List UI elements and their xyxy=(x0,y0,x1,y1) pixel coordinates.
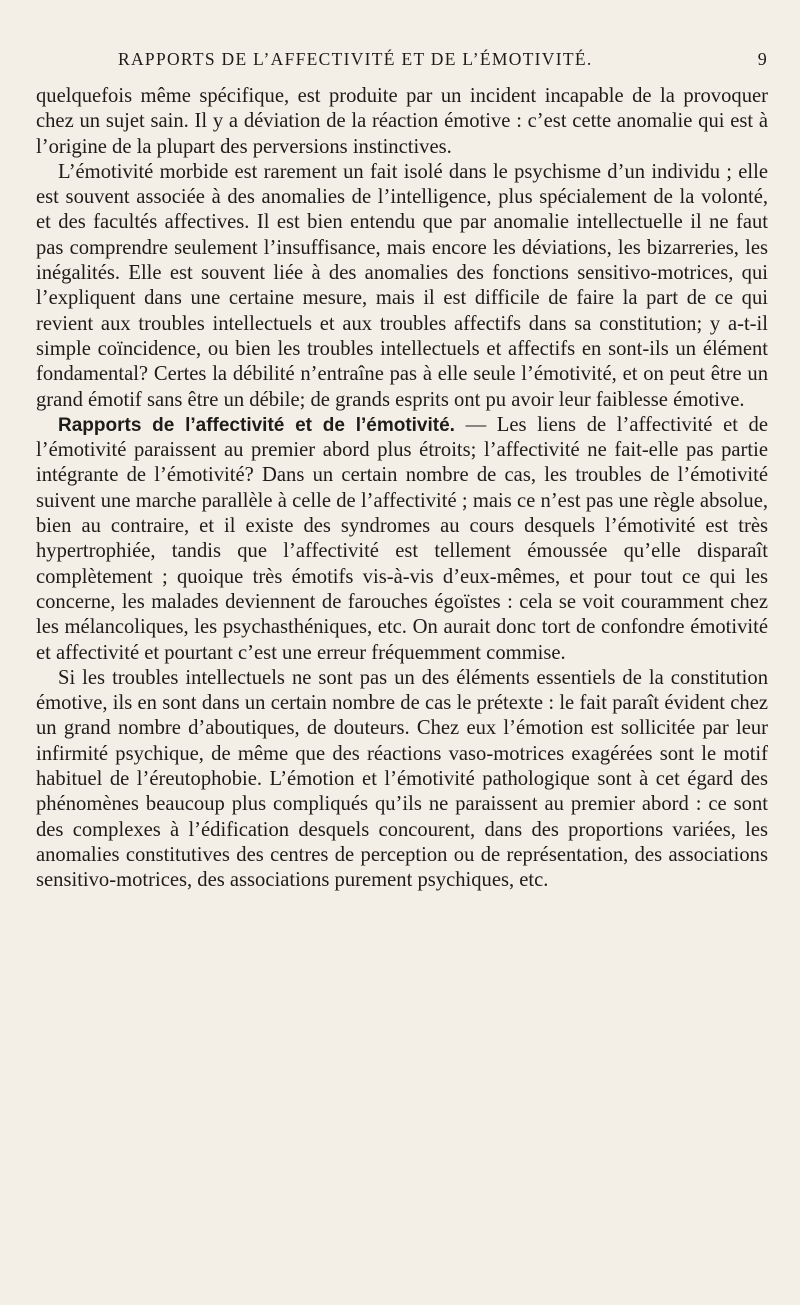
paragraph-text: Si les troubles intellectuels ne sont pas un des éléments essentiels de la constitution émotive, ils en sont dans un certain nombre de cas le prétexte : le fait paraît évident chez un grand nombre d’aboutiques, de douteurs. Chez eux l’émotion est sollicitée par leur infirmité psychique, de même que des réactions vaso-motrices exagérées sont le motif habituel de l’éreutophobie. L’émotion et l’émotivité pathologique sont à cet égard des phénomènes beaucoup plus compliqués qu’ils ne paraissent au premier abord : ce sont des complexes à l’édification desquels concourent, dans des proportions variées, les anomalies constitutives des centres de perception ou de représentation, des associations sensitivo-motrices, des associations purement psychiques, etc. xyxy=(36,666,768,892)
paragraph-text: quelquefois même spécifique, est produite par un incident incapable de la provoquer chez un sujet sain. Il y a déviation de la réaction émotive : c’est cette anomalie qui est à l’origine de la plupart des perversions instinctives. xyxy=(36,85,768,158)
paragraph-morbid-emotivity xyxy=(36,160,768,413)
body-text xyxy=(36,84,768,894)
paragraph-affectivity-emotivity xyxy=(36,413,768,666)
running-head xyxy=(118,46,768,72)
section-heading: Rapports de l’affectivité et de l’émotivité. xyxy=(58,414,455,436)
paragraph-continuation xyxy=(36,84,768,160)
page-number: 9 xyxy=(757,49,768,69)
running-title: RAPPORTS DE L’AFFECTIVITÉ ET DE L’ÉMOTIVITÉ. xyxy=(118,49,593,69)
paragraph-intellectual-troubles xyxy=(36,666,768,894)
paragraph-text: — Les liens de l’affectivité et de l’émotivité paraissent au premier abord plus étroits; l’affectivité ne fait-elle pas partie intégrante de l’émotivité? Dans un certain nombre de cas, les troubles de l’émotivité suivent une marche parallèle à celle de l’affectivité ; mais ce n’est pas une règle absolue, bien au contraire, et il existe des syndromes au cours desquels l’émotivité est très hypertrophiée, tandis que l’affectivité est tellement émoussée qu’elle disparaît complètement ; quoique très émotifs vis-à-vis d’eux-mêmes, et pour tout ce qui les concerne, les malades deviennent de farouches égoïstes : cela se voit couramment chez les mélancoliques, les psychasthéniques, etc. On aurait donc tort de confondre émotivité et affectivité et pourtant c’est une erreur fréquemment commise. xyxy=(36,413,768,664)
paragraph-text: L’émotivité morbide est rarement un fait isolé dans le psychisme d’un individu ; elle est souvent associée à des anomalies de l’intelligence, plus spécialement de la volonté, et des facultés affectives. Il est bien entendu que par anomalie intellectuelle il ne faut pas comprendre seulement l’insuffisance, mais encore les déviations, les bizarreries, les inégalités. Elle est souvent liée à des anomalies des fonctions sensitivo-motrices, qui l’expliquent dans une certaine mesure, mais il est difficile de faire la part de ce qui revient aux troubles intellectuels et aux troubles affectifs dans sa constitution; y a-t-il simple coïncidence, ou bien les troubles intellectuels et affectifs en sont-ils un élément fondamental? Certes la débilité n’entraîne pas à elle seule l’émotivité, et on peut être un grand émotif sans être un débile; de grands esprits ont pu avoir leur faiblesse émotive. xyxy=(36,160,768,411)
